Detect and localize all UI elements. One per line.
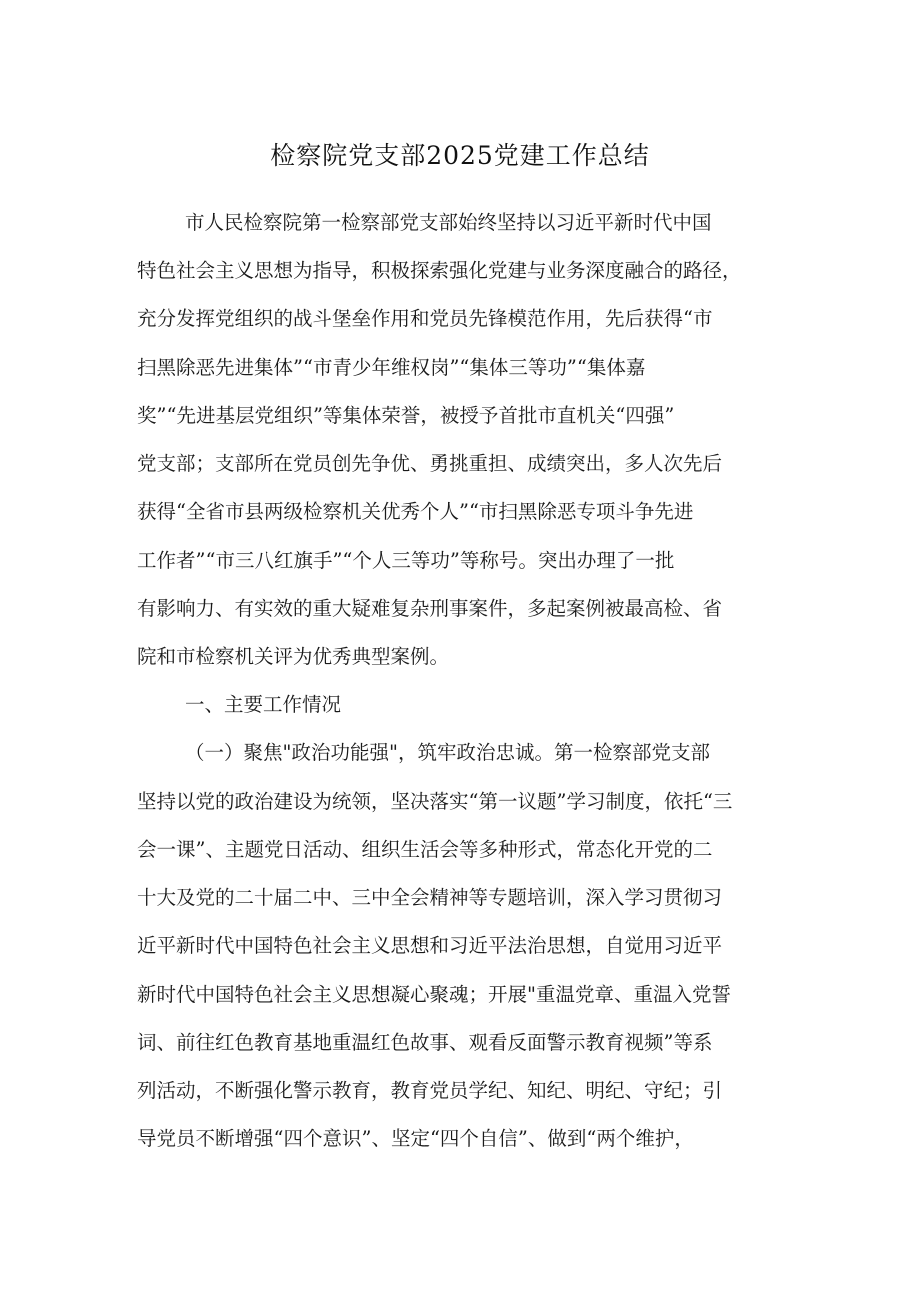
paragraph-1-line-2: 特色社会主义思想为指导，积极探索强化党建与业务深度融合的路径， <box>137 259 742 282</box>
paragraph-1-line-5: 奖”“先进基层党组织”等集体荣誉，被授予首批市直机关“四强” <box>137 404 675 427</box>
paragraph-1-line-6: 党支部；支部所在党员创先争优、勇挑重担、成绩突出，多人次先后 <box>137 452 723 475</box>
paragraph-2-line-9: 导党员不断增强“四个意识”、坚定“四个自信”、做到“两个维护， <box>137 1127 694 1150</box>
paragraph-2-line-1: （一）聚焦"政治功能强"，筑牢政治忠诚。第一检察部党支部 <box>185 741 710 764</box>
paragraph-1-line-10: 院和市检察机关评为优秀典型案例。 <box>137 645 450 668</box>
paragraph-1-line-4: 扫黑除恶先进集体”“市青少年维权岗”“集体三等功”“集体嘉 <box>137 356 646 379</box>
paragraph-2-line-6: 新时代中国特色社会主义思想凝心聚魂；开展"重温党章、重温入党誓 <box>137 983 731 1006</box>
paragraph-1-line-7: 获得“全省市县两级检察机关优秀个人”“市扫黑除恶专项斗争先进 <box>137 500 694 523</box>
paragraph-2-line-2: 坚持以党的政治建设为统领，坚决落实“第一议题”学习制度，依托“三 <box>137 790 733 813</box>
paragraph-2-line-7: 词、前往红色教育基地重温红色故事、观看反面警示教育视频”等系 <box>137 1031 713 1054</box>
paragraph-2-line-8: 列活动，不断强化警示教育，教育党员学纪、知纪、明纪、守纪；引 <box>137 1079 723 1102</box>
paragraph-2-line-3: 会一课”、主题党日活动、组织生活会等多种形式，常态化开党的二 <box>137 838 713 861</box>
paragraph-1-line-8: 工作者”“市三八红旗手”“个人三等功”等称号。突出办理了一批 <box>137 549 675 572</box>
paragraph-1-line-3: 充分发挥党组织的战斗堡垒作用和党员先锋模范作用，先后获得“市 <box>137 307 713 330</box>
paragraph-1-line-1: 市人民检察院第一检察部党支部始终坚持以习近平新时代中国 <box>185 211 712 234</box>
paragraph-2-line-5: 近平新时代中国特色社会主义思想和习近平法治思想，自觉用习近平 <box>137 934 723 957</box>
document-title: 检察院党支部2025党建工作总结 <box>270 141 650 170</box>
paragraph-1-line-9: 有影响力、有实效的重大疑难复杂刑事案件，多起案例被最高检、省 <box>137 597 723 620</box>
paragraph-2-line-4: 十大及党的二十届二中、三中全会精神等专题培训，深入学习贯彻习 <box>137 886 723 909</box>
section-heading: 一、主要工作情况 <box>185 693 342 716</box>
